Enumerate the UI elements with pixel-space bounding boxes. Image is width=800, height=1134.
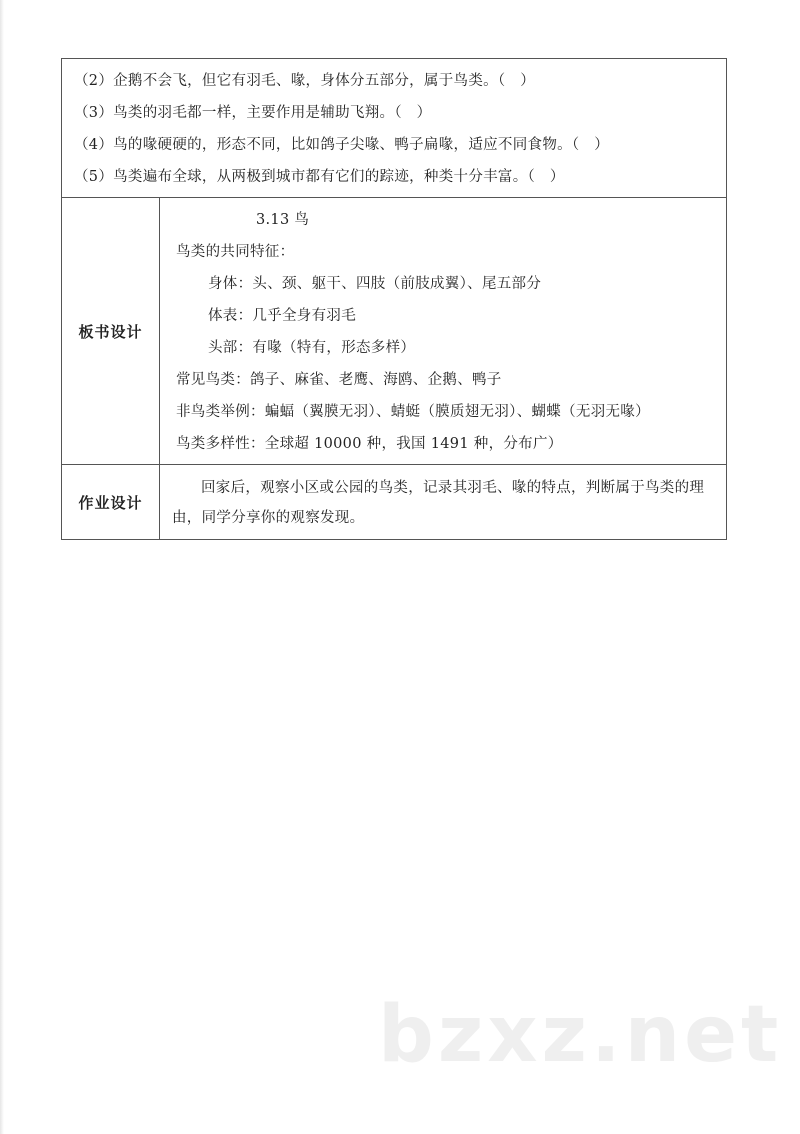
board-title: 3.13 鸟 bbox=[256, 212, 310, 228]
board-design-row bbox=[62, 198, 727, 465]
homework-label: 作业设计 bbox=[62, 465, 160, 540]
lesson-plan-table bbox=[61, 58, 727, 540]
question-2: （2）企鹅不会飞，但它有羽毛、喙，身体分五部分，属于鸟类。（ ） bbox=[74, 73, 536, 89]
feature-head: 头部：有喙（特有，形态多样） bbox=[208, 340, 416, 356]
homework-text: 回家后，观察小区或公园的鸟类，记录其羽毛、喙的特点，判断属于鸟类的理由，同学分享你的观察发现。 bbox=[172, 480, 705, 526]
questions-row bbox=[62, 59, 727, 198]
board-design-content bbox=[160, 198, 727, 465]
non-birds-line: 非鸟类举例：蝙蝠（翼膜无羽）、蜻蜓（膜质翅无羽）、蝴蝶（无羽无喙） bbox=[176, 404, 650, 420]
question-3: （3）鸟类的羽毛都一样，主要作用是辅助飞翔。（ ） bbox=[74, 105, 432, 121]
feature-surface: 体表：几乎全身有羽毛 bbox=[208, 308, 356, 324]
diversity-line: 鸟类多样性：全球超 10000 种，我国 1491 种，分布广） bbox=[176, 436, 563, 452]
common-features-heading: 鸟类的共同特征： bbox=[176, 244, 295, 260]
common-birds-line: 常见鸟类：鸽子、麻雀、老鹰、海鸥、企鹅、鸭子 bbox=[176, 372, 502, 388]
watermark-text: bzxz.net bbox=[378, 990, 783, 1080]
page-edge bbox=[0, 0, 4, 1134]
board-design-label: 板书设计 bbox=[62, 198, 160, 465]
questions-cell bbox=[62, 59, 727, 198]
homework-row bbox=[62, 465, 727, 540]
question-4: （4）鸟的喙硬硬的，形态不同，比如鸽子尖喙、鸭子扁喙，适应不同食物。（ ） bbox=[74, 137, 610, 153]
question-5: （5）鸟类遍布全球，从两极到城市都有它们的踪迹，种类十分丰富。（ ） bbox=[74, 169, 565, 185]
homework-content bbox=[160, 465, 727, 540]
feature-body: 身体：头、颈、躯干、四肢（前肢成翼）、尾五部分 bbox=[208, 276, 542, 292]
